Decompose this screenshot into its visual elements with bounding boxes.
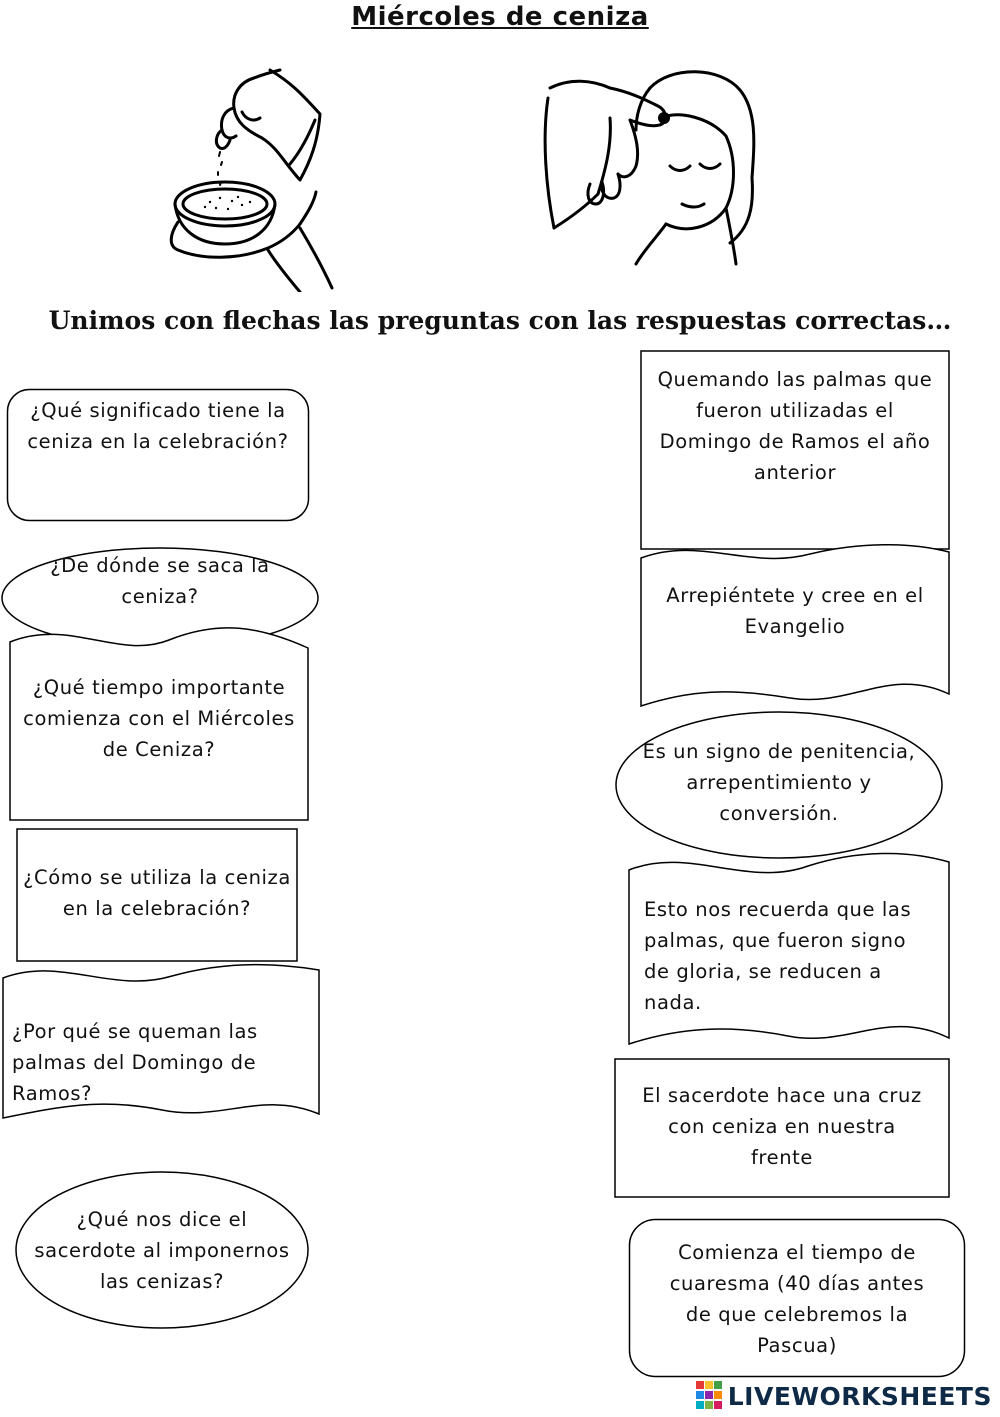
answer-line: Pascua) [757, 1334, 837, 1357]
question-line: ceniza en la celebración? [27, 430, 289, 453]
question-line: de Ceniza? [102, 738, 216, 761]
answer-box-quemando-palmas[interactable] [640, 350, 950, 550]
answer-line: Evangelio [744, 615, 846, 638]
question-box-por-que-queman[interactable] [2, 960, 320, 1122]
liveworksheets-brand-text: LIVEWORKSHEETS [727, 1381, 992, 1411]
answer-line: Domingo de Ramos el año [659, 430, 931, 453]
answer-box-sacerdote-cruz[interactable] [614, 1058, 950, 1198]
answer-text [670, 1237, 925, 1378]
question-line: sacerdote al imponernos [34, 1239, 290, 1262]
answer-box-comienza-cuaresma[interactable] [628, 1218, 966, 1378]
answer-line: Arrepiéntete y cree en el [666, 584, 924, 607]
instruction-text: Unimos con flechas las preguntas con las respuestas correctas… [48, 306, 952, 335]
ash-bowl-illustration [150, 52, 340, 292]
answer-line: de gloria, se reducen a [644, 960, 882, 983]
answer-line: arrepentimiento y [686, 771, 872, 794]
question-box-que-nos-dice[interactable] [14, 1170, 310, 1330]
answer-line: cuaresma (40 días antes [669, 1272, 925, 1295]
answer-box-esto-nos-recuerda[interactable] [628, 848, 950, 1048]
question-box-significado[interactable] [6, 388, 310, 522]
answer-text [643, 736, 916, 860]
answer-line: anterior [753, 461, 837, 484]
liveworksheets-footer[interactable] [696, 1381, 992, 1411]
answer-line: conversión. [719, 802, 839, 825]
answer-text [644, 894, 911, 1048]
answer-text [666, 580, 923, 712]
question-line: ¿Qué significado tiene la [30, 399, 286, 422]
answer-line: Esto nos recuerda que las [644, 898, 912, 921]
question-line: ¿Por qué se queman las [12, 1020, 258, 1043]
answer-line: El sacerdote hace una cruz [642, 1084, 922, 1107]
question-line: Ramos? [12, 1082, 93, 1105]
question-text [12, 1016, 258, 1122]
answer-line: Quemando las palmas que [657, 368, 933, 391]
question-text [34, 1204, 289, 1330]
answer-text [658, 364, 933, 550]
question-line: en la celebración? [62, 897, 252, 920]
question-line: ¿De dónde se saca la [50, 554, 270, 577]
question-line: ceniza? [121, 585, 199, 608]
question-line: las cenizas? [99, 1270, 225, 1293]
ash-imposition-illustration [540, 58, 770, 268]
answer-line: con ceniza en nuestra [668, 1115, 896, 1138]
answer-line: de que celebremos la [685, 1303, 909, 1326]
question-line: ¿Qué tiempo importante [32, 676, 286, 699]
answer-box-arrepientete[interactable] [640, 540, 950, 712]
question-text [23, 672, 295, 820]
question-line: ¿Cómo se utiliza la ceniza [23, 866, 291, 889]
question-box-como-se-utiliza[interactable] [16, 828, 298, 962]
answer-line: Es un signo de penitencia, [642, 740, 916, 763]
question-box-tiempo-importante[interactable] [9, 620, 309, 820]
question-text [27, 395, 288, 522]
answer-line: nada. [644, 991, 702, 1014]
answer-line: Comienza el tiempo de [678, 1241, 916, 1264]
answer-box-signo-penitencia[interactable] [614, 710, 944, 860]
answer-line: palmas, que fueron signo [644, 929, 907, 952]
question-line: palmas del Domingo de [12, 1051, 257, 1074]
question-line: comienza con el Miércoles [23, 707, 295, 730]
question-text [23, 862, 291, 962]
answer-line: frente [750, 1146, 814, 1169]
question-line: ¿Qué nos dice el [76, 1208, 248, 1231]
worksheet-title: Miércoles de ceniza [351, 2, 649, 32]
answer-line: fueron utilizadas el [696, 399, 894, 422]
answer-text [642, 1080, 922, 1198]
liveworksheets-logo-icon [696, 1381, 722, 1411]
